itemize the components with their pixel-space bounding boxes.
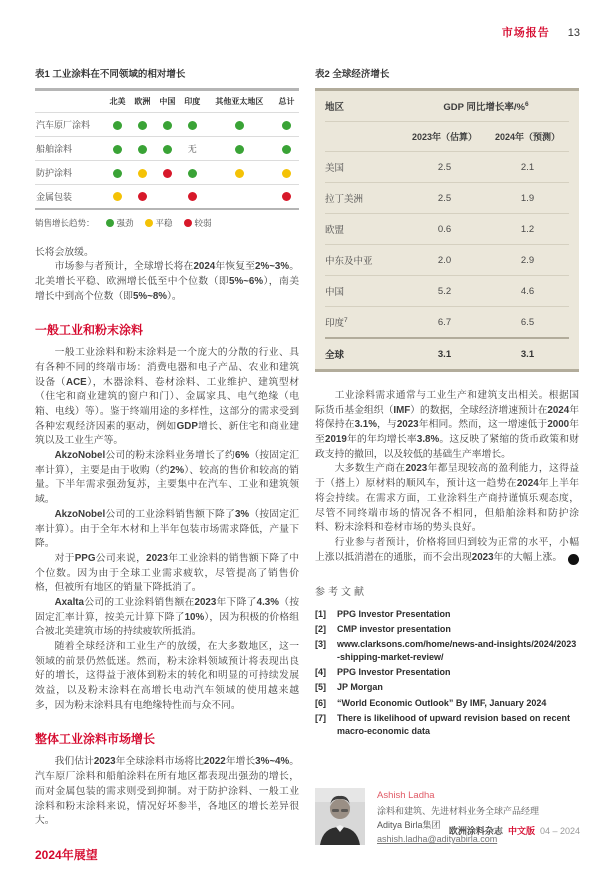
table2-row [325,244,569,275]
table2-region: 欧盟 [325,225,345,236]
legend-item-yellow: 平稳 [145,217,173,229]
status-dot-green [138,145,147,154]
status-dot-yellow [282,169,291,178]
legend-dot-red [184,219,192,227]
table1-empty-cell [205,185,274,209]
reference-text: “World Economic Outlook” By IMF, January 2024 [337,697,547,708]
paragraph: AkzoNobel公司的粉末涂料业务增长了约6%（按固定汇率计算），主要是由于收购（约2%）、较高的售价和较高的销量。下半年需求强劲复苏，主要集中在汽车、工业和建筑领域。 [35,450,299,506]
status-dot-green [163,121,172,130]
footer-edition: 中文版 [507,826,535,836]
table1-corner [35,90,105,113]
page-footer [449,824,580,837]
reference-item [315,681,579,694]
table2-value-2023: 0.6 [437,223,452,235]
paragraph: 对于PPG公司来说，2023年工业涂料的销售额下降了中个位数。因为由于全球工业需求疲软，尽管提高了销售价格，但被所有地区的销量下降抵消了。 [35,552,300,594]
section-heading-2024-outlook: 2024年展望 [35,847,98,862]
author-email-link[interactable]: ashish.ladha@adityabirla.com [377,834,498,845]
reference-number: [4] [315,667,326,678]
status-dot-green [113,121,122,130]
status-dot-green [113,169,122,178]
table1-row [35,161,299,185]
table1-col-header: 北美 [109,97,126,106]
table2-body [325,152,569,369]
table1-legend [35,217,299,229]
table2-title: 表2 全球经济增长 [315,69,390,80]
status-dot-green [113,145,122,154]
author-photo [315,788,365,845]
table2-header [325,91,569,122]
table2-value-2023: 3.1 [437,348,452,360]
table1-row [35,113,299,137]
status-dot-green [138,121,147,130]
paragraph: 随着全球经济和工业生产的放缓，在大多数地区，这一领域的前景仍然低迷。然而，粉末涂料领域预计将表现出良好的增长，这得益于液体到粉末的转化和明显的可持续发展效益，以及粉末涂料在高增长电动汽车领域的使用越来越多，因为粉末涂料具有电绝缘特性而与众不同。 [35,641,299,711]
reference-text: CMP investor presentation [337,624,451,635]
table1-row-label: 金属包装 [35,185,105,209]
reference-number: [5] [315,682,326,693]
paragraph: 行业参与者预计，价格将回归到较为正常的水平，小幅上涨以抵消潜在的通胀，而不会出现2023年的大幅上涨。 ◀ [315,536,593,563]
table2-value-2023: 2.5 [437,192,452,204]
right-body-text [315,389,593,565]
status-dot-green [235,121,244,130]
column-left [35,66,299,871]
reference-text: PPG Investor Presentation [337,609,451,620]
table1-growth-matrix [35,88,299,210]
paragraph: 市场参与者预计，全球增长将在2024年恢复至2%~3%。北美增长平稳、欧洲增长低至中个位数（即5%~6%），南美增长中到高个位数（即5%~8%）。 [35,261,300,302]
table1-row-label: 汽车原厂涂料 [35,113,105,137]
legend-dot-yellow [145,219,153,227]
legend-item-green: 强劲 [106,217,134,229]
table2-value-2024: 1.9 [520,192,535,204]
legend-dot-green [106,219,114,227]
paragraph: Axalta公司的工业涂料销售额在2023年下降了4.3%（按固定汇率计算，按美元计算下降了10%），因为积极的价格组合被北美建筑市场的持续疲软所抵消。 [35,596,300,638]
table2-value-2023: 2.5 [437,161,452,173]
table1-row [35,137,299,161]
paragraph: 长将会放缓。 [35,246,94,258]
reference-item [315,623,579,636]
reference-item [315,712,579,738]
status-dot-yellow [113,192,122,201]
reference-item [315,666,579,679]
paragraph: AkzoNobel公司的工业涂料销售额下降了3%（按固定汇率计算）。由于全年木材和上半年包装市场需求降低，产量下降。 [35,508,299,550]
section-heading-overall-market: 整体工业涂料市场增长 [35,732,156,747]
table1-col-header: 印度 [184,97,201,106]
table1-col-header: 中国 [159,97,176,106]
table2-value-2024: 3.1 [520,348,535,360]
status-dot-red [163,169,172,178]
table2-row [325,182,569,213]
table1-col-header: 欧洲 [134,97,151,106]
table2-gdp-growth [315,88,579,372]
column-right [315,66,593,871]
table2-value-2024: 2.1 [520,161,535,173]
status-dot-green [188,121,197,130]
author-company: Aditya Birla集团 [377,820,441,831]
reference-number: [1] [315,609,326,620]
reference-item [315,638,579,664]
page-number: 13 [567,27,580,39]
status-dot-green [163,145,172,154]
table2-value-2023: 5.2 [437,285,452,297]
section-label: 市场报告 [501,27,550,39]
section1-text [35,346,299,713]
status-dot-red [188,192,197,201]
status-dot-green [235,145,244,154]
table2-value-2024: 4.6 [520,285,535,297]
table2-region: 美国 [325,163,345,174]
status-dot-red [138,192,147,201]
left-intro-text [35,246,299,305]
table2-gdp-header: GDP 同比增长率/%$^6$ [443,100,529,113]
table2-region: 中国 [325,287,345,298]
author-card [315,788,579,848]
reference-number: [6] [315,697,326,708]
reference-number: [3] [315,639,326,650]
table1-col-header: 总计 [278,97,295,106]
table2-value-2023: 6.7 [437,316,452,328]
table2-col-2023: 2023年（估算） [411,132,478,142]
reference-number: [7] [315,712,326,723]
legend-items [106,217,212,229]
table2-row [325,275,569,306]
legend-label: 销售增长趋势： [35,217,95,228]
page-header [35,24,580,40]
status-dot-green [282,145,291,154]
table2-region: 中东及中亚 [325,256,373,267]
table2-value-2024: 6.5 [520,316,535,328]
table2-value-2024: 1.2 [520,223,535,235]
status-dot-green [282,121,291,130]
status-dot-yellow [138,169,147,178]
article-end-icon: ◀ [568,554,579,565]
table2-row [325,306,569,337]
author-name: Ashish Ladha [377,789,435,801]
table1-title: 表1 工业涂料在不同领域的相对增长 [35,69,186,80]
table1-empty-cell [155,185,180,209]
legend-item-red: 较弱 [184,217,212,229]
paragraph: 大多数生产商在2023年都呈现较高的盈利能力，这得益于（搭上）原材料的顺风车，预计这一趋势在2024年上半年将会持续。在需求方面，工业涂料生产商持谨慎乐观态度，尽管不同终端市场的情况各不相同，但船舶涂料和防护涂料、粉末涂料和卷材市场的势头良好。 [315,463,580,534]
status-dot-yellow [235,169,244,178]
table1-row-label: 船舶涂料 [35,137,105,161]
table2-region: 拉丁美洲 [325,194,364,205]
footer-issue: 04 – 2024 [539,826,580,836]
reference-item [315,608,579,621]
section-heading-general-industrial: 一般工业和粉末涂料 [35,323,144,338]
table2-subheader [325,122,569,152]
section2-text [35,755,299,828]
reference-text: www.clarksons.com/home/news-and-insights/2024/2023-shipping-market-review/ [337,639,577,663]
status-dot-red [282,192,291,201]
table1-row-label: 防护涂料 [35,161,105,185]
table2-region: 印度$^7$ [325,316,348,329]
reference-item [315,697,579,710]
table2-region-header: 地区 [325,102,345,113]
references-heading: 参考文献 [315,587,367,599]
status-dot-green [188,169,197,178]
table2-row [325,152,569,182]
author-title: 涂料和建筑、先进材料业务全球产品经理 [377,806,540,817]
reference-list [315,608,579,737]
reference-text: PPG Investor Presentation [337,667,451,678]
reference-text: JP Morgan [337,682,383,693]
table2-region: 全球 [325,350,345,361]
footer-journal-name: 欧洲涂料杂志 [448,826,503,836]
table1-row [35,185,299,209]
author-info [377,788,539,848]
table2-value-2024: 2.9 [520,254,535,266]
table1-col-header: 其他亚太地区 [215,97,264,106]
paragraph: 一般工业涂料和粉末涂料是一个庞大的分散的行业、具有各种不同的终端市场：消费电器和电子产品、农业和建筑设备（ACE），木器涂料、卷材涂料、工业维护、建筑型材（住宅和商业建筑的窗户和门）、金属家具、电气绝缘（电箱、电线）等）。鉴于终端用途的多样性，这部分的需求受到各种宏观经济因素的驱动，例如GDP增长、新住宅和商业建筑以及工业生产等。 [35,347,300,447]
table1-empty-cell: 无 [180,137,205,161]
paragraph: 我们估计2023年全球涂料市场将比2022年增长3%~4%。汽车原厂涂料和船舶涂料在所有地区都表现出强劲的增长，而对金属包装的需求则受到抑制。对于防护涂料、一般工业涂料和粉末涂料来说，情况好坏参半，各地区的增长差异很大。 [35,756,300,827]
reference-text: There is likelihood of upward revision based on recent macro-economic data [337,712,571,736]
table2-value-2023: 2.0 [437,254,452,266]
table2-col-2024: 2024年（预测） [494,132,561,142]
table2-row [325,337,569,369]
paragraph: 工业涂料需求通常与工业生产和建筑支出相关。根据国际货币基金组织（IMF）的数据，全球经济增速预计在2024年将保持在3.1%，与2023年相同。然而，这一增速低于2000年至2019年的年均增长率3.8%。这反映了紧缩的货币政策和财政支持的撤回，以及较低的基础生产率增长。 [315,390,580,460]
reference-number: [2] [315,624,326,635]
two-column-layout [35,66,593,871]
table2-row [325,213,569,244]
